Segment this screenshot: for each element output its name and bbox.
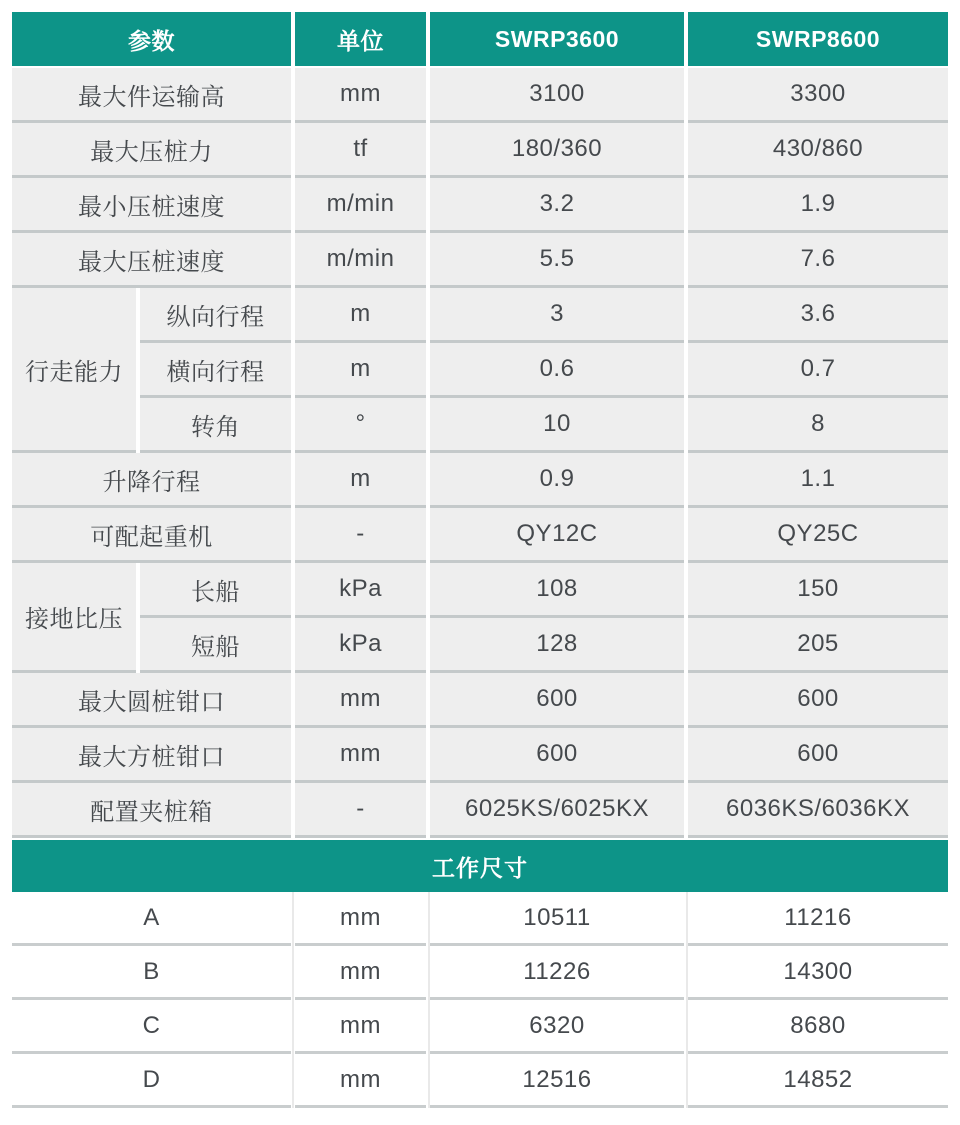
row-sublabel: 转角 bbox=[140, 398, 291, 453]
dim-unit: mm bbox=[295, 1054, 426, 1108]
row-value-b: 7.6 bbox=[688, 233, 948, 288]
row-value-a: 128 bbox=[430, 618, 684, 673]
dim-value-a: 6320 bbox=[430, 1000, 684, 1054]
row-value-a: QY12C bbox=[430, 508, 684, 563]
row-unit: mm bbox=[295, 673, 426, 728]
row-group-label-mobility: 行走能力 bbox=[12, 288, 136, 453]
dim-value-b: 14852 bbox=[688, 1054, 948, 1108]
row-unit: m/min bbox=[295, 178, 426, 233]
row-unit: kPa bbox=[295, 618, 426, 673]
row-value-a: 600 bbox=[430, 728, 684, 783]
row-value-b: 3.6 bbox=[688, 288, 948, 343]
row-sublabel: 长船 bbox=[140, 563, 291, 618]
row-value-b: 430/860 bbox=[688, 123, 948, 178]
spec-sheet bbox=[12, 12, 948, 1108]
dim-unit: mm bbox=[295, 1000, 426, 1054]
row-unit: tf bbox=[295, 123, 426, 178]
row-value-b: 3300 bbox=[688, 68, 948, 123]
row-value-b: 600 bbox=[688, 728, 948, 783]
row-unit: m bbox=[295, 453, 426, 508]
column-header-unit: 单位 bbox=[295, 12, 426, 68]
row-value-b: QY25C bbox=[688, 508, 948, 563]
dim-unit: mm bbox=[295, 892, 426, 946]
row-value-a: 6025KS/6025KX bbox=[430, 783, 684, 838]
column-header-model-a: SWRP3600 bbox=[430, 12, 684, 68]
row-value-a: 108 bbox=[430, 563, 684, 618]
row-label: 最大方桩钳口 bbox=[12, 728, 291, 783]
section-header-working-dimensions: 工作尺寸 bbox=[12, 840, 948, 892]
row-label: 配置夹桩箱 bbox=[12, 783, 291, 838]
row-label: 最大件运输高 bbox=[12, 68, 291, 123]
row-value-a: 180/360 bbox=[430, 123, 684, 178]
row-label: 最大压桩力 bbox=[12, 123, 291, 178]
row-unit: mm bbox=[295, 728, 426, 783]
row-value-b: 0.7 bbox=[688, 343, 948, 398]
row-value-b: 8 bbox=[688, 398, 948, 453]
working-dimensions-table bbox=[12, 892, 948, 1108]
row-value-b: 1.9 bbox=[688, 178, 948, 233]
row-value-b: 150 bbox=[688, 563, 948, 618]
row-unit: mm bbox=[295, 68, 426, 123]
dim-label: C bbox=[12, 1000, 291, 1054]
column-header-model-b: SWRP8600 bbox=[688, 12, 948, 68]
row-value-b: 205 bbox=[688, 618, 948, 673]
dim-value-a: 10511 bbox=[430, 892, 684, 946]
dim-value-b: 14300 bbox=[688, 946, 948, 1000]
dim-unit: mm bbox=[295, 946, 426, 1000]
dim-label: A bbox=[12, 892, 291, 946]
row-label: 最大压桩速度 bbox=[12, 233, 291, 288]
dim-value-b: 11216 bbox=[688, 892, 948, 946]
row-label: 最小压桩速度 bbox=[12, 178, 291, 233]
row-sublabel: 纵向行程 bbox=[140, 288, 291, 343]
dim-label: B bbox=[12, 946, 291, 1000]
row-value-a: 5.5 bbox=[430, 233, 684, 288]
row-value-a: 3 bbox=[430, 288, 684, 343]
dim-value-b: 8680 bbox=[688, 1000, 948, 1054]
row-value-b: 600 bbox=[688, 673, 948, 728]
dim-label: D bbox=[12, 1054, 291, 1108]
row-value-a: 3100 bbox=[430, 68, 684, 123]
row-sublabel: 短船 bbox=[140, 618, 291, 673]
row-value-a: 600 bbox=[430, 673, 684, 728]
row-value-a: 10 bbox=[430, 398, 684, 453]
row-unit: - bbox=[295, 783, 426, 838]
dim-value-a: 11226 bbox=[430, 946, 684, 1000]
dim-value-a: 12516 bbox=[430, 1054, 684, 1108]
spec-table bbox=[12, 12, 948, 838]
row-value-a: 0.6 bbox=[430, 343, 684, 398]
column-header-param: 参数 bbox=[12, 12, 291, 68]
row-value-a: 3.2 bbox=[430, 178, 684, 233]
row-sublabel: 横向行程 bbox=[140, 343, 291, 398]
row-unit: ° bbox=[295, 398, 426, 453]
row-unit: m/min bbox=[295, 233, 426, 288]
row-label: 可配起重机 bbox=[12, 508, 291, 563]
row-value-b: 6036KS/6036KX bbox=[688, 783, 948, 838]
row-label: 最大圆桩钳口 bbox=[12, 673, 291, 728]
row-unit: - bbox=[295, 508, 426, 563]
row-label: 升降行程 bbox=[12, 453, 291, 508]
row-unit: m bbox=[295, 288, 426, 343]
row-value-a: 0.9 bbox=[430, 453, 684, 508]
row-group-label-ground-pressure: 接地比压 bbox=[12, 563, 136, 673]
row-value-b: 1.1 bbox=[688, 453, 948, 508]
row-unit: kPa bbox=[295, 563, 426, 618]
row-unit: m bbox=[295, 343, 426, 398]
